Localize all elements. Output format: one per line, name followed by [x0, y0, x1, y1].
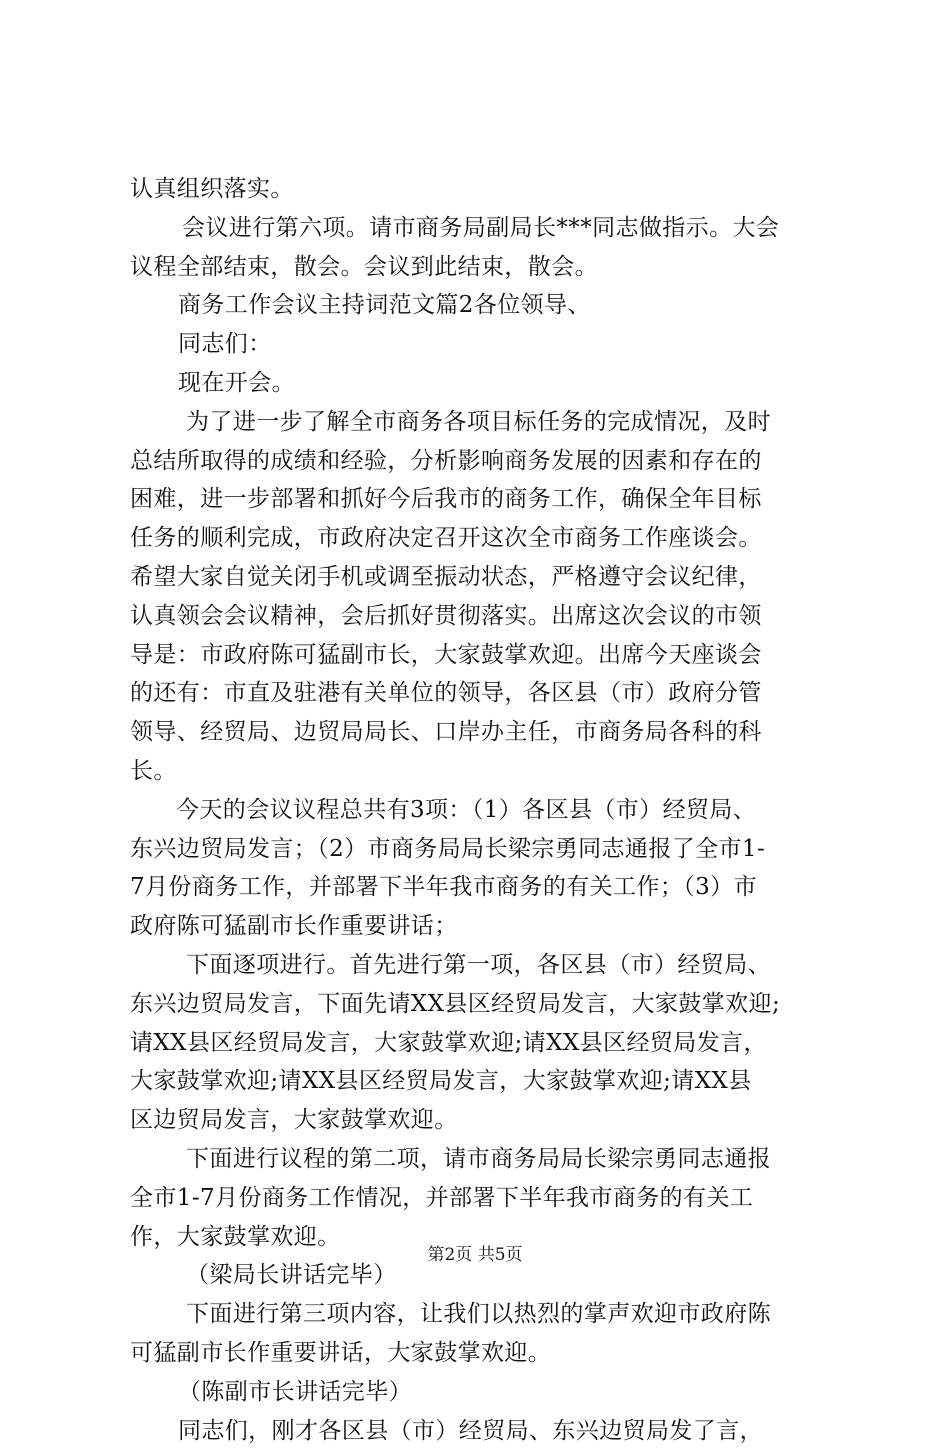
text-line: 下面进行第三项内容，让我们以热烈的掌声欢迎市政府陈 [130, 1295, 830, 1334]
text-line: 东兴边贸局发言，下面先请XX县区经贸局发言，大家鼓掌欢迎; [130, 985, 830, 1024]
text-line: 7月份商务工作，并部署下半年我市商务的有关工作；（3）市 [130, 868, 830, 907]
text-line: 同志们： [130, 325, 830, 364]
text-line: 总结所取得的成绩和经验，分析影响商务发展的因素和存在的 [130, 442, 830, 481]
page-number-footer: 第2页 共5页 [0, 1244, 950, 1266]
text-line: 作，大家鼓掌欢迎。 [130, 1218, 830, 1257]
text-line: 困难，进一步部署和抓好今后我市的商务工作，确保全年目标 [130, 480, 830, 519]
text-line: 为了进一步了解全市商务各项目标任务的完成情况，及时 [130, 403, 830, 442]
text-line: 任务的顺利完成，市政府决定召开这次全市商务工作座谈会。 [130, 519, 830, 558]
text-line: 东兴边贸局发言；（2）市商务局局长梁宗勇同志通报了全市1- [130, 830, 830, 869]
text-line: 请XX县区经贸局发言，大家鼓掌欢迎;请XX县区经贸局发言， [130, 1024, 830, 1063]
text-line: 区边贸局发言，大家鼓掌欢迎。 [130, 1101, 830, 1140]
text-line: 的还有：市直及驻港有关单位的领导，各区县（市）政府分管 [130, 674, 830, 713]
text-line: 认真领会会议精神，会后抓好贯彻落实。出席这次会议的市领 [130, 597, 830, 636]
text-line: 议程全部结束，散会。会议到此结束，散会。 [130, 248, 830, 287]
text-line: 今天的会议议程总共有3项：（1）各区县（市）经贸局、 [130, 791, 830, 830]
text-line: 希望大家自觉关闭手机或调至振动状态，严格遵守会议纪律， [130, 558, 830, 597]
text-line: 下面逐项进行。首先进行第一项，各区县（市）经贸局、 [130, 946, 830, 985]
text-line: 现在开会。 [130, 364, 830, 403]
text-line: 同志们，刚才各区县（市）经贸局、东兴边贸局发了言， [130, 1412, 830, 1450]
text-line: 商务工作会议主持词范文篇2各位领导、 [130, 286, 830, 325]
text-line: （梁局长讲话完毕） [130, 1256, 830, 1295]
text-line: 政府陈可猛副市长作重要讲话； [130, 907, 830, 946]
text-line: 导是：市政府陈可猛副市长，大家鼓掌欢迎。出席今天座谈会 [130, 636, 830, 675]
text-line: 长。 [130, 752, 830, 791]
text-line: 可猛副市长作重要讲话，大家鼓掌欢迎。 [130, 1334, 830, 1373]
text-line: 会议进行第六项。请市商务局副局长***同志做指示。大会 [130, 209, 830, 248]
text-line: 大家鼓掌欢迎;请XX县区经贸局发言，大家鼓掌欢迎;请XX县 [130, 1062, 830, 1101]
text-line: 下面进行议程的第二项，请市商务局局长梁宗勇同志通报 [130, 1140, 830, 1179]
text-line: 认真组织落实。 [130, 170, 830, 209]
text-line: 领导、经贸局、边贸局局长、口岸办主任，市商务局各科的科 [130, 713, 830, 752]
text-line: （陈副市长讲话完毕） [130, 1373, 830, 1412]
text-line: 全市1-7月份商务工作情况，并部署下半年我市商务的有关工 [130, 1179, 830, 1218]
